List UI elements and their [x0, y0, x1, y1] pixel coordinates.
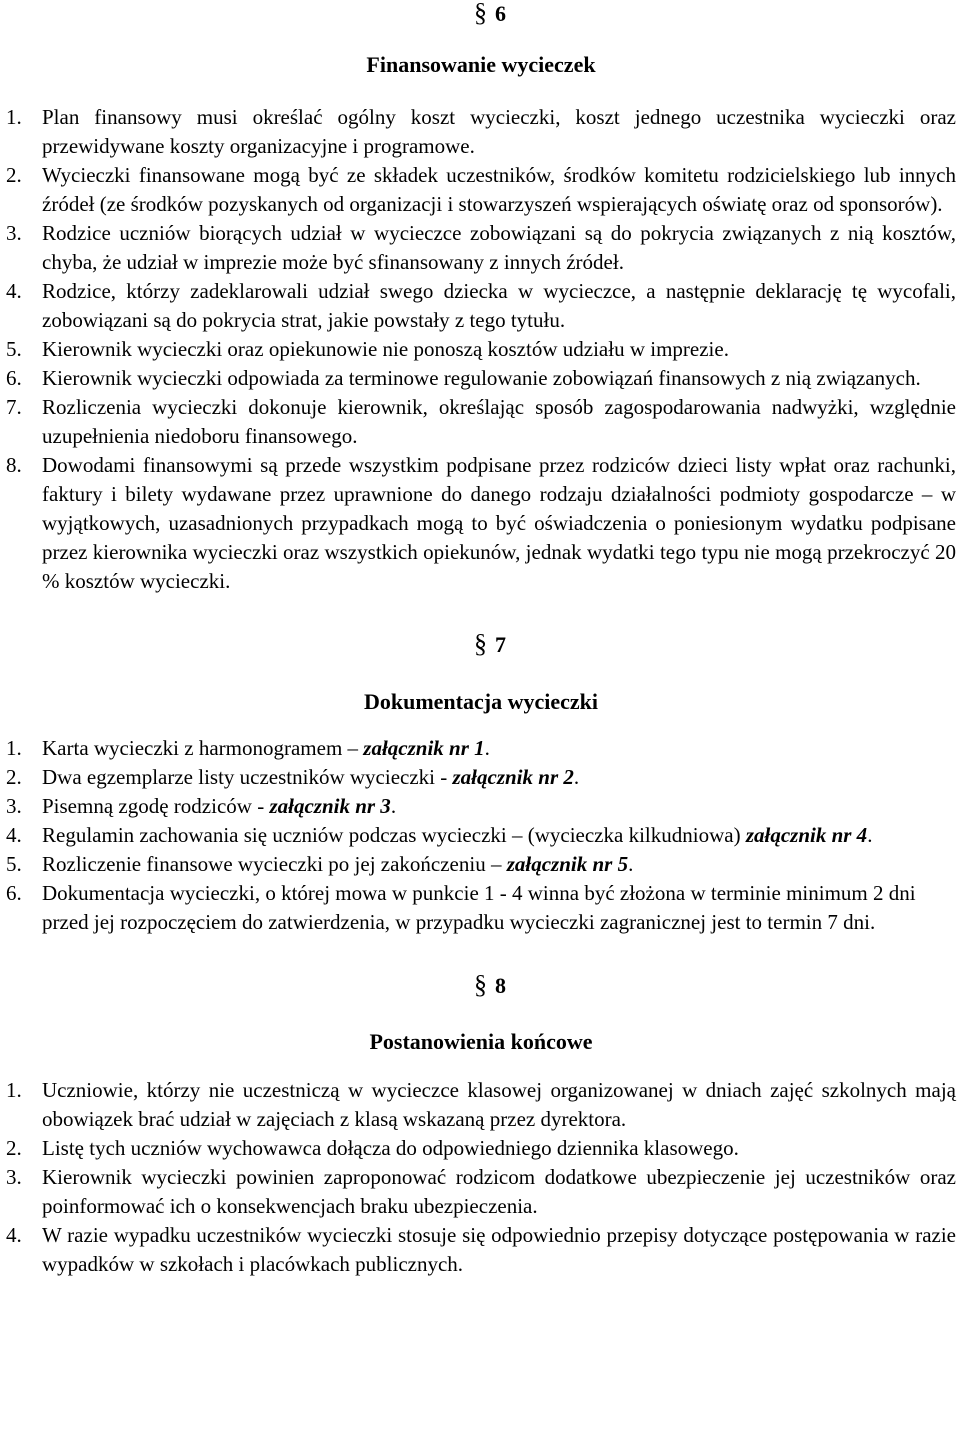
list-item: 4. W razie wypadku uczestników wycieczki stosuje się odpowiednio przepisy dotyczące postępowania w razie wypadków w szkołach i placówkach publicznych.	[6, 1223, 956, 1276]
section-7-title: Dokumentacja wycieczki	[363, 689, 598, 714]
section-8-title: Postanowienia końcowe	[369, 1029, 593, 1054]
section-symbol: §	[474, 0, 487, 27]
list-item: 5. Kierownik wycieczki oraz opiekunowie nie ponoszą kosztów udziału w imprezie.	[6, 337, 729, 361]
list-item: 1. Plan finansowy musi określać ogólny koszt wycieczki, koszt jednego uczestnika wycieczki oraz przewidywane koszty organizacyjne i programowe.	[6, 105, 956, 158]
attachment-ref: załącznik nr 5	[506, 852, 629, 876]
section-7-list	[6, 734, 956, 937]
list-item: 1. Karta wycieczki z harmonogramem – załącznik nr 1.	[6, 736, 490, 760]
section-8-mark	[6, 970, 956, 999]
section-symbol: §	[474, 970, 487, 999]
attachment-ref: załącznik nr 4	[745, 823, 868, 847]
attachment-ref: załącznik nr 2	[452, 765, 574, 789]
section-number: 8	[495, 973, 506, 998]
list-item: 4. Rodzice, którzy zadeklarowali udział swego dziecka w wycieczce, a następnie deklarację tę wycofali, zobowiązani są do pokrycia strat, jakie powstały z tego tytułu.	[6, 279, 956, 332]
list-item: 1. Uczniowie, którzy nie uczestniczą w wycieczce klasowej organizowanej w dniach zajęć szkolnych mają obowiązek brać udział w zajęciach z klasą wskazaną przez dyrektora.	[6, 1078, 956, 1131]
section-number: 7	[495, 632, 506, 657]
section-6-title: Finansowanie wycieczek	[366, 52, 596, 77]
list-item: 7. Rozliczenia wycieczki dokonuje kierownik, określając sposób zagospodarowania nadwyżki, względnie uzupełnienia niedoboru finansowego.	[6, 395, 956, 448]
list-item: 6. Dokumentacja wycieczki, o której mowa w punkcie 1 - 4 winna być złożona w terminie minimum 2 dni przed jej rozpoczęciem do zatwierdzenia, w przypadku wycieczki zagranicznej jest to termin 7 dni.	[6, 881, 916, 934]
list-item: 8. Dowodami finansowymi są przede wszystkim podpisane przez rodziców dzieci listy wpłat oraz rachunki, faktury i bilety wydawane przez uprawnione do danego rodzaju działalności podmioty gospodarcze – w wyjątkowych, uzasadnionych przypadkach mogą to być oświadczenia o poniesionym wydatku podpisane przez kierownika wycieczki oraz wszystkich opiekunów, jednak wydatki tego typu nie mogą przekroczyć 20 % kosztów wycieczki.	[6, 453, 956, 593]
list-item: 5. Rozliczenie finansowe wycieczki po jej zakończeniu – załącznik nr 5.	[6, 852, 634, 876]
section-7-mark	[6, 629, 956, 658]
attachment-ref: załącznik nr 3	[269, 794, 391, 818]
section-number: 6	[495, 1, 506, 26]
list-item: 3. Pisemną zgodę rodziców - załącznik nr 3.	[6, 794, 397, 818]
attachment-ref: załącznik nr 1	[363, 736, 485, 760]
list-item: 2. Listę tych uczniów wychowawca dołącza do odpowiedniego dziennika klasowego.	[6, 1136, 739, 1160]
list-item: 3. Kierownik wycieczki powinien zaproponować rodzicom dodatkowe ubezpieczenie jej uczestników oraz poinformować ich o konsekwencjach braku ubezpieczenia.	[6, 1165, 956, 1218]
list-item: 6. Kierownik wycieczki odpowiada za terminowe regulowanie zobowiązań finansowych z nią związanych.	[6, 366, 921, 390]
list-item: 3. Rodzice uczniów biorących udział w wycieczce zobowiązani są do pokrycia związanych z nią kosztów, chyba, że udział w imprezie może być sfinansowany z innych źródeł.	[6, 221, 956, 274]
section-6-mark	[6, 0, 956, 27]
list-item: 2. Dwa egzemplarze listy uczestników wycieczki - załącznik nr 2.	[6, 765, 580, 789]
section-6-list	[6, 103, 956, 596]
list-item: 2. Wycieczki finansowane mogą być ze składek uczestników, środków komitetu rodzicielskiego lub innych źródeł (ze środków pozyskanych od organizacji i stowarzyszeń wspierających oświatę oraz od sponsorów).	[6, 163, 956, 216]
section-symbol: §	[474, 629, 487, 658]
section-8-list	[6, 1076, 956, 1279]
list-item: 4. Regulamin zachowania się uczniów podczas wycieczki – (wycieczka kilkudniowa) załącznik nr 4.	[6, 823, 873, 847]
